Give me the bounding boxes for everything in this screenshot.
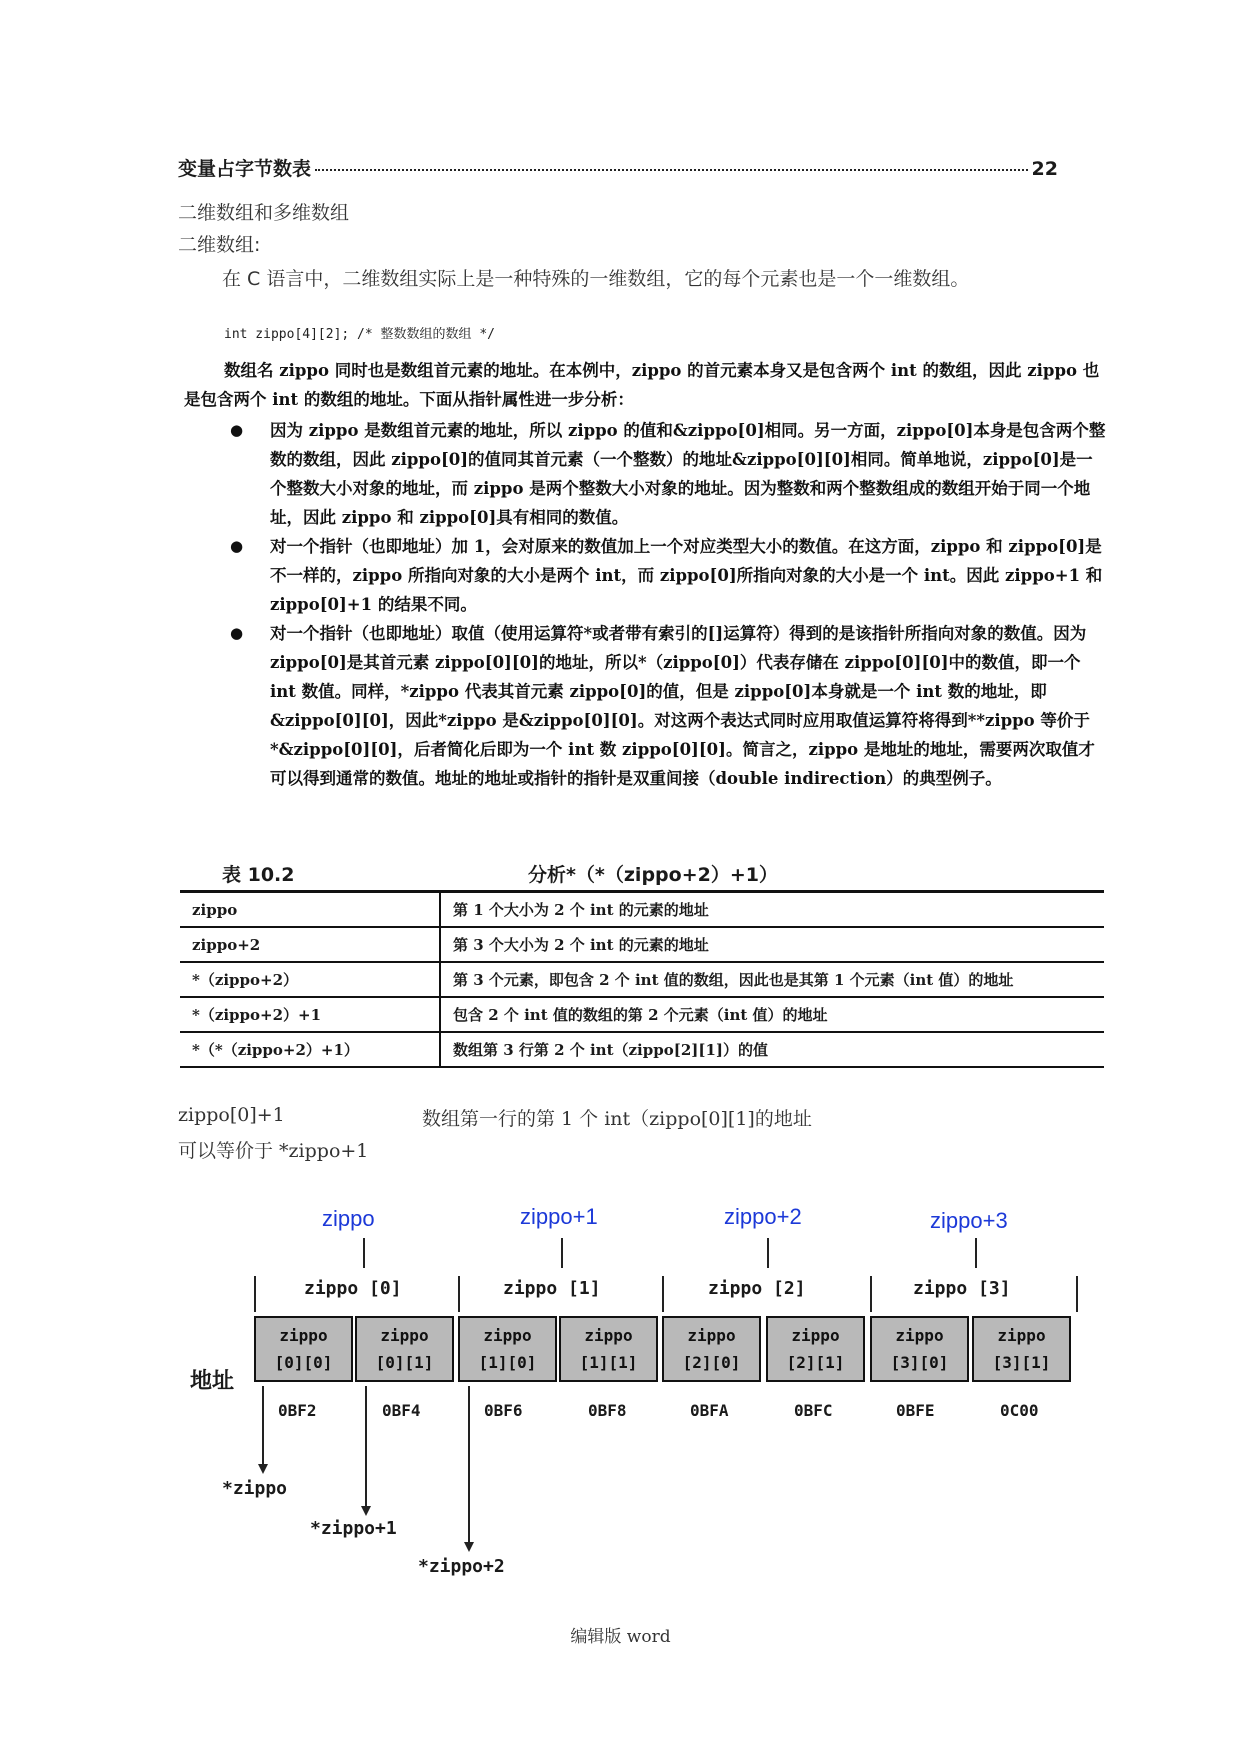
analysis-table: [180, 893, 1104, 1068]
group-label: zippo [2]: [708, 1278, 806, 1299]
heading-2d: 二维数组:: [178, 234, 261, 256]
memory-cell: [766, 1316, 865, 1382]
pointer-connector: [561, 1238, 563, 1268]
arrow-down-icon: [258, 1464, 268, 1474]
pointer-connector: [767, 1238, 769, 1268]
table-row: [180, 997, 1104, 1032]
memory-cell: [662, 1316, 761, 1382]
memory-address: 0BF2: [278, 1401, 317, 1420]
table-row: [180, 962, 1104, 997]
table-wrapper: [180, 890, 1104, 1068]
cell-name: zippo: [997, 1326, 1046, 1345]
table-cell-expr: *（zippo+2）+1: [180, 997, 440, 1032]
group-divider: [254, 1276, 256, 1312]
pointer-connector: [975, 1238, 977, 1268]
toc-leader: [315, 169, 1028, 171]
table-label: 表 10.2: [222, 864, 295, 886]
group-divider: [458, 1276, 460, 1312]
cell-index: [3][0]: [890, 1353, 949, 1372]
address-row-label: 地址: [190, 1369, 235, 1394]
memory-cell: [559, 1316, 658, 1382]
table-row: [180, 1032, 1104, 1067]
deref-label: *zippo+1: [310, 1518, 397, 1539]
table-cell-expr: zippo+2: [180, 927, 440, 962]
memory-address: 0C00: [1000, 1401, 1039, 1420]
cell-name: zippo: [380, 1326, 429, 1345]
deref-arrow-line: [262, 1386, 264, 1466]
table-cell-desc: 数组第 3 行第 2 个 int（zippo[2][1]）的值: [440, 1032, 1104, 1067]
memory-cell: [870, 1316, 969, 1382]
memory-address: 0BF8: [588, 1401, 627, 1420]
table-cell-expr: zippo: [180, 893, 440, 927]
cell-index: [0][1]: [375, 1353, 434, 1372]
bullet-item: ● 对一个指针（也即地址）取值（使用运算符*或者带有索引的[]运算符）得到的是该指针所指向对象的数值。因为 zippo[0]是其首元素 zippo[0][0]的地址，所以*（zippo[0]）代表存储在 zippo[0][0]中的数值，即一个 int 数值。同样，*zippo 代表其首元素 zippo[0]的值，但是 zippo[0]本身就是一个 int 数的地址，即&zippo[0][0]，因此*zippo 是&zippo[0][0]。对这两个表达式同时应用取值运算符将得到**zippo 等价于*&zippo[0][0]，后者简化后即为一个 int 数 zippo[0][0]。简言之，zippo 是地址的地址，需要两次取值才可以得到通常的数值。地址的地址或指针的指针是双重间接（double indirection）的典型例子。: [220, 619, 1106, 793]
group-divider: [1076, 1276, 1078, 1312]
cell-index: [2][1]: [786, 1353, 845, 1372]
toc-entry[interactable]: [178, 154, 1058, 181]
bullet-list: [220, 416, 1106, 793]
table-cell-desc: 包含 2 个 int 值的数组的第 2 个元素（int 值）的地址: [440, 997, 1104, 1032]
pointer-connector: [363, 1238, 365, 1268]
code-declaration: int zippo[4][2]; /* 整数数组的数组 */: [224, 327, 496, 342]
group-label: zippo [0]: [304, 1278, 402, 1299]
arrow-down-icon: [361, 1506, 371, 1516]
memory-address: 0BFA: [690, 1401, 729, 1420]
memory-address: 0BF6: [484, 1401, 523, 1420]
pointer-label: zippo+1: [520, 1204, 598, 1229]
deref-label: *zippo+2: [418, 1556, 505, 1577]
note-expr: zippo[0]+1: [178, 1104, 285, 1126]
table-row: [180, 893, 1104, 927]
cell-index: [2][0]: [682, 1353, 741, 1372]
memory-cell: [355, 1316, 454, 1382]
memory-address: 0BF4: [382, 1401, 421, 1420]
table-cell-desc: 第 1 个大小为 2 个 int 的元素的地址: [440, 893, 1104, 927]
bullet-item: ● 对一个指针（也即地址）加 1，会对原来的数值加上一个对应类型大小的数值。在这方面，zippo 和 zippo[0]是不一样的，zippo 所指向对象的大小是两个 int，而 zippo[0]所指向对象的大小是一个 int。因此 zippo+1 和 zippo[0]+1 的结果不同。: [220, 532, 1106, 619]
table-caption: 分析*（*（zippo+2）+1）: [528, 864, 778, 886]
paragraph-address: 数组名 zippo 同时也是数组首元素的地址。在本例中，zippo 的首元素本身又是包含两个 int 的数组，因此 zippo 也是包含两个 int 的数组的地址。下面从指针属性进一步分析：: [184, 361, 1100, 409]
group-divider: [662, 1276, 664, 1312]
note-desc: 数组第一行的第 1 个 int（zippo[0][1]的地址: [422, 1108, 812, 1130]
group-label: zippo [1]: [503, 1278, 601, 1299]
memory-address: 0BFC: [794, 1401, 833, 1420]
bullet-item: ● 因为 zippo 是数组首元素的地址，所以 zippo 的值和&zippo[0]相同。另一方面，zippo[0]本身是包含两个整数的数组，因此 zippo[0]的值同其首元素（一个整数）的地址&zippo[0][0]相同。简单地说，zippo[0]是一个整数大小对象的地址，而 zippo 是两个整数大小对象的地址。因为整数和两个整数组成的数组开始于同一个地址，因此 zippo 和 zippo[0]具有相同的数值。: [220, 416, 1106, 532]
cell-name: zippo: [895, 1326, 944, 1345]
cell-name: zippo: [791, 1326, 840, 1345]
cell-index: [1][1]: [579, 1353, 638, 1372]
deref-label: *zippo: [222, 1478, 288, 1499]
cell-name: zippo: [279, 1326, 328, 1345]
pointer-label: zippo+2: [724, 1204, 802, 1229]
cell-index: [0][0]: [274, 1353, 333, 1372]
memory-cell: [254, 1316, 353, 1382]
deref-arrow-line: [365, 1386, 367, 1508]
deref-arrow-line: [468, 1386, 470, 1544]
cell-name: zippo: [584, 1326, 633, 1345]
page-footer: 编辑版 word: [570, 1627, 671, 1647]
memory-cell: [972, 1316, 1071, 1382]
table-cell-expr: *（*（zippo+2）+1）: [180, 1032, 440, 1067]
memory-cell: [458, 1316, 557, 1382]
pointer-label: zippo+3: [930, 1208, 1008, 1233]
table-row: [180, 927, 1104, 962]
toc-page: 22: [1031, 158, 1058, 180]
group-label: zippo [3]: [913, 1278, 1011, 1299]
memory-address: 0BFE: [896, 1401, 935, 1420]
cell-name: zippo: [483, 1326, 532, 1345]
cell-index: [3][1]: [992, 1353, 1051, 1372]
table-cell-desc: 第 3 个大小为 2 个 int 的元素的地址: [440, 927, 1104, 962]
pointer-label: zippo: [322, 1206, 375, 1231]
note-equivalence: 可以等价于 *zippo+1: [178, 1140, 369, 1162]
heading-multidim: 二维数组和多维数组: [178, 202, 350, 224]
arrow-down-icon: [464, 1542, 474, 1552]
cell-index: [1][0]: [478, 1353, 537, 1372]
toc-title: 变量占字节数表: [178, 158, 312, 180]
group-divider: [870, 1276, 872, 1312]
intro-text: 在 C 语言中，二维数组实际上是一种特殊的一维数组，它的每个元素也是一个一维数组。: [222, 268, 970, 290]
cell-name: zippo: [687, 1326, 736, 1345]
table-cell-expr: *（zippo+2）: [180, 962, 440, 997]
table-cell-desc: 第 3 个元素，即包含 2 个 int 值的数组，因此也是其第 1 个元素（int 值）的地址: [440, 962, 1104, 997]
